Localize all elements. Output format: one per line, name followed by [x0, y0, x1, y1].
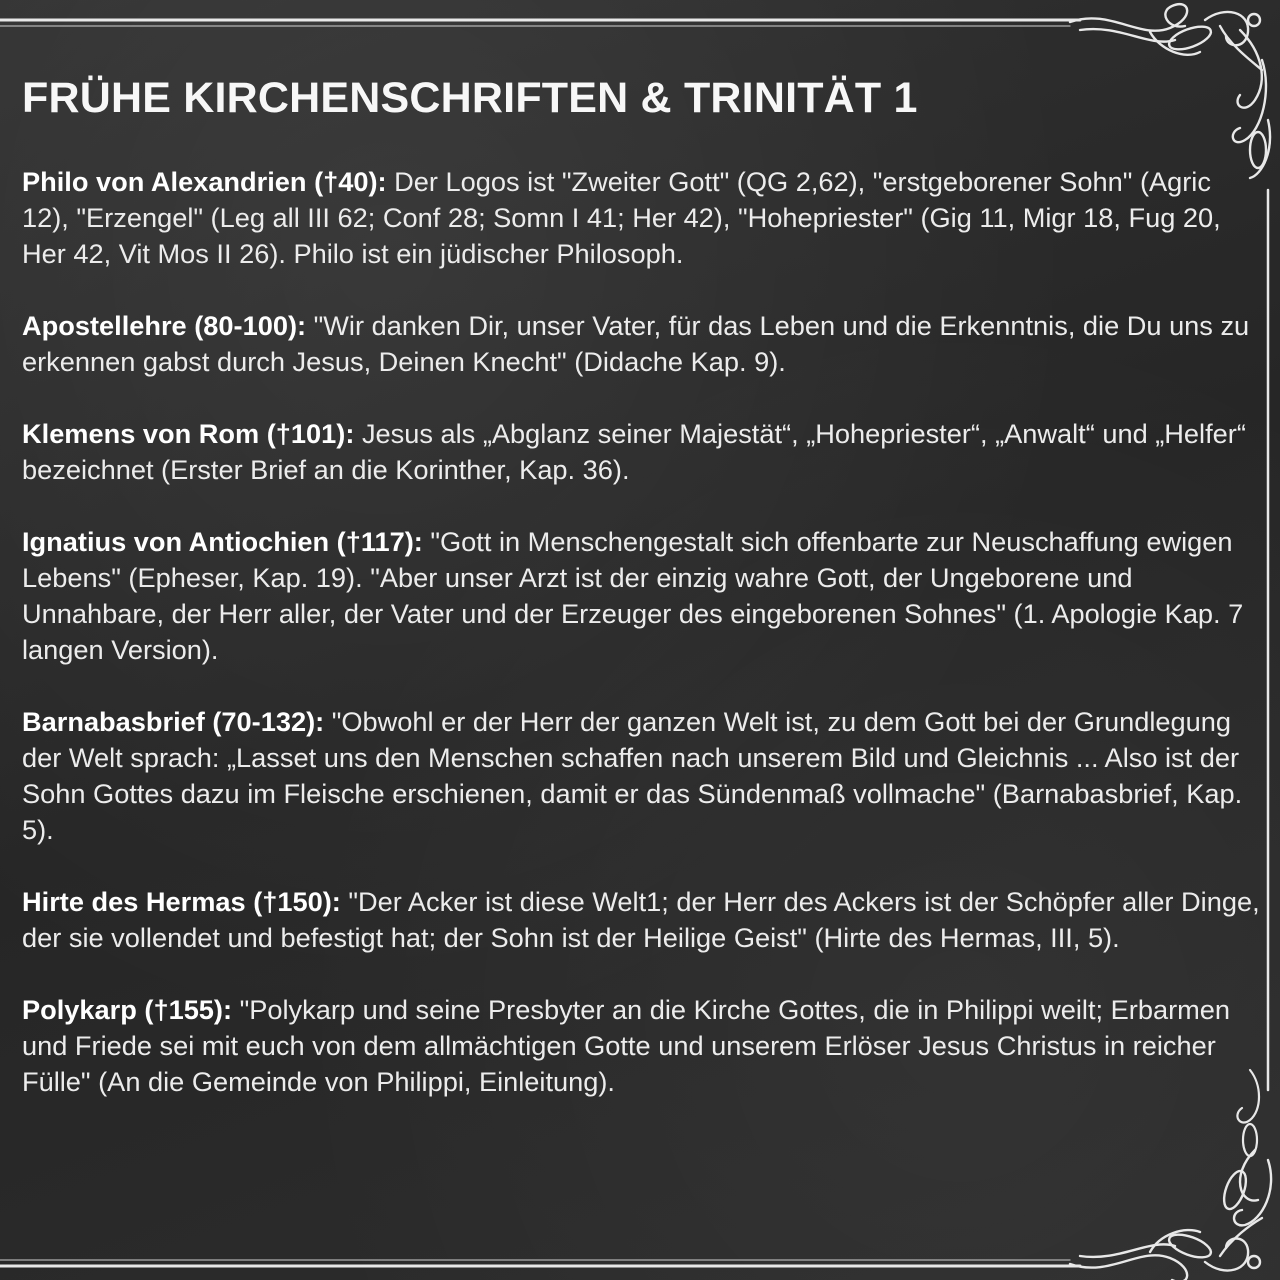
entry-text: "Wir danken Dir, unser Vater, für das Leben und die Erkenntnis, die Du uns zu erkennen gabst durch Jesus, Deinen Knecht" (Didache Kap. 9). — [22, 310, 1250, 377]
top-right-flourish-icon — [1070, 4, 1270, 178]
entry-barnabas — [22, 704, 1262, 848]
entry-apostellehre — [22, 308, 1262, 380]
page-title: FRÜHE KIRCHENSCHRIFTEN & TRINITÄT 1 — [22, 74, 918, 122]
entry-text: Der Logos ist "Zweiter Gott" (QG 2,62), "erstgeborener Sohn" (Agric 12), "Erzengel" (Leg all III 62; Conf 28; Somn I 41; Her 42), "Hohepriester" (Gig 11, Migr 18, Fug 20, Her 42, Vit Mos II 26). Philo ist ein jüdischer Philosoph. — [22, 166, 1221, 269]
entry-label: Hirte des Hermas (†150): — [22, 886, 341, 917]
entry-ignatius — [22, 524, 1262, 668]
entry-text: "Obwohl er der Herr der ganzen Welt ist, zu dem Gott bei der Grundlegung der Welt sprach: „Lasset uns den Menschen schaffen nach unserem Bild und Gleichnis ... Also ist der Sohn Gottes dazu im Fleische erschienen, damit er das Sündenmaß vollmache" (Barnabasbrief, Kap. 5). — [22, 706, 1243, 845]
entry-text: "Gott in Menschengestalt sich offenbarte zur Neuschaffung ewigen Lebens" (Epheser, Kap. 19). "Aber unser Arzt ist der einzig wahre Gott, der Ungeborene und Unnahbare, der Herr aller, der Vater und der Erzeuger des eingeborenen Sohnes" (1. Apologie Kap. 7 langen Version). — [22, 526, 1244, 665]
entry-label: Klemens von Rom (†101): — [22, 418, 355, 449]
entry-label: Polykarp (†155): — [22, 994, 233, 1025]
entry-text: Jesus als „Abglanz seiner Majestät“, „Hohepriester“, „Anwalt“ und „Helfer“ bezeichnet (Erster Brief an die Korinther, Kap. 36). — [22, 418, 1246, 485]
entry-text: "Polykarp und seine Presbyter an die Kirche Gottes, die in Philippi weilt; Erbarmen und Friede sei mit euch von dem allmächtigen Gotte und unserem Erlöser Jesus Christus in reicher Fülle" (An die Gemeinde von Philippi, Einleitung). — [22, 994, 1231, 1097]
entry-label: Philo von Alexandrien (†40): — [22, 166, 387, 197]
entry-polykarp — [22, 992, 1262, 1100]
entry-philo — [22, 164, 1262, 272]
entry-klemens — [22, 416, 1262, 488]
entry-text: "Der Acker ist diese Welt1; der Herr des Ackers ist der Schöpfer aller Dinge, der sie vollendet und befestigt hat; der Sohn ist der Heilige Geist" (Hirte des Hermas, III, 5). — [22, 886, 1260, 953]
bottom-right-flourish-icon — [1070, 1150, 1271, 1280]
entries-list — [22, 164, 1262, 1136]
entry-label: Barnabasbrief (70-132): — [22, 706, 325, 737]
entry-label: Apostellehre (80-100): — [22, 310, 307, 341]
entry-hermas — [22, 884, 1262, 956]
entry-label: Ignatius von Antiochien (†117): — [22, 526, 423, 557]
